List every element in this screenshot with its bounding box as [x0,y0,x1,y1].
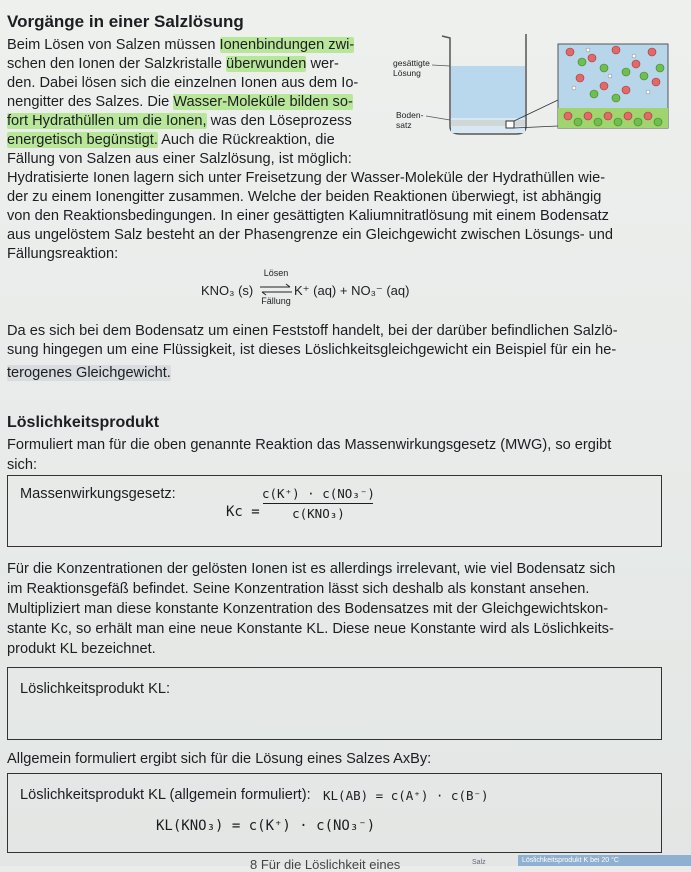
beaker-figure [390,28,690,138]
intro-line-4: nengitter des Salzes. Die Wasser-Moleküle bilden so- [7,94,353,110]
section3-line-2: im Reaktionsgefäß befindet. Seine Konzentration lässt sich deshalb als konstant ansehen. [7,581,590,597]
section2-line-2: sich: [7,457,38,473]
intro-line-3: den. Dabei lösen sich die einzelnen Ionen aus dem Io- [7,75,359,91]
footer-table-col: Salz [472,859,486,866]
double-arrow-icon [258,283,294,297]
mwg-fraction [262,486,375,521]
footer-table-header: Löslichkeitsprodukt K bei 20 °C [518,855,691,866]
intro-line-9: der zu einem Ionengitter zusammen. Welche der beiden Reaktionen überwiegt, ist abhängig [7,189,602,205]
label-saturated-solution: gesättigte Lösung [393,58,430,78]
intro-line-2: schen den Ionen der Salzkristalle überwunden wer- [7,56,339,72]
handwritten-general-formula: KL(AB) = c(A⁺) · c(B⁻) [323,788,489,803]
mwg-box [7,475,662,547]
general-box [7,773,662,853]
kl-box [7,667,662,740]
general-line: Allgemein formuliert ergibt sich für die Lösung eines Salzes AxBy: [7,751,432,767]
intro-line-1: Beim Lösen von Salzen müssen Ionenbindungen zwi- [7,37,355,53]
intro-line-5: fort Hydrathüllen um die Ionen, was den Löseprozess [7,113,352,129]
section2-line-1: Formuliert man für die oben genannte Reaktion das Massenwirkungsgesetz (MWG), so ergibt [7,437,612,453]
section3-line-4: stante Kc, so erhält man eine neue Konstante KL. Diese neue Konstante wird als Löslichkeits- [7,621,614,637]
equation-left: KNO₃ (s) [201,283,254,298]
mwg-lhs: Kc = [226,504,260,520]
mwg-numerator: c(K⁺) · c(NO₃⁻) [262,486,375,501]
hetero-line-2: sung hingegen um eine Flüssigkeit, ist dieses Löslichkeitsgleichgewicht ein Beispiel für ein he- [7,342,617,358]
kl-label: Löslichkeitsprodukt KL: [20,681,171,697]
intro-line-10: von den Reaktionsbedingungen. In einer gesättigten Kaliumnitratlösung mit einem Bodensatz [7,208,609,224]
hetero-line-3: terogenes Gleichgewicht. [7,365,171,381]
page-title: Vorgänge in einer Salzlösung [7,12,244,31]
intro-line-8: Hydratisierte Ionen lagern sich unter Freisetzung der Wasser-Moleküle der Hydrathüllen wie- [7,170,606,186]
section3-line-1: Für die Konzentrationen der gelösten Ionen ist es allerdings irrelevant, wie viel Bodensatz sich [7,561,616,577]
equilibrium-arrow [258,268,294,308]
mwg-label: Massenwirkungsgesetz: [20,486,176,502]
mwg-denominator: c(KNO₃) [292,506,345,521]
label-sediment: Boden- satz [396,110,424,130]
handwritten-kno3-formula: KL(KNO₃) = c(K⁺) · c(NO₃⁻) [156,818,376,834]
arrow-label-top: Lösen [263,268,289,278]
intro-line-7: Fällung von Salzen aus einer Salzlösung, ist möglich: [7,151,352,167]
fraction-bar [263,503,373,504]
footer-cut-text: 8 Für die Löslichkeit eines [250,857,401,872]
beaker-drawing [390,28,690,138]
general-label: Löslichkeitsprodukt KL (allgemein formuliert): [20,787,311,803]
equation-right: K⁺ (aq) + NO₃⁻ (aq) [294,283,410,298]
arrow-label-bottom: Fällung [261,296,291,306]
intro-line-11: aus ungelöstem Salz besteht an der Phasengrenze ein Gleichgewicht zwischen Lösungs- und [7,227,614,243]
section3-line-3: Multipliziert man diese konstante Konzentration des Bodensatzes mit der Gleichgewichtskon- [7,601,609,617]
section-heading-solubility-product: Löslichkeitsprodukt [7,414,160,431]
hetero-line-1: Da es sich bei dem Bodensatz um einen Feststoff handelt, bei der darüber befindlichen Salzlö- [7,323,618,339]
section3-line-5: produkt KL bezeichnet. [7,641,156,657]
intro-line-12: Fällungsreaktion: [7,246,119,262]
intro-line-6: energetisch begünstigt. Auch die Rückreaktion, die [7,132,335,148]
